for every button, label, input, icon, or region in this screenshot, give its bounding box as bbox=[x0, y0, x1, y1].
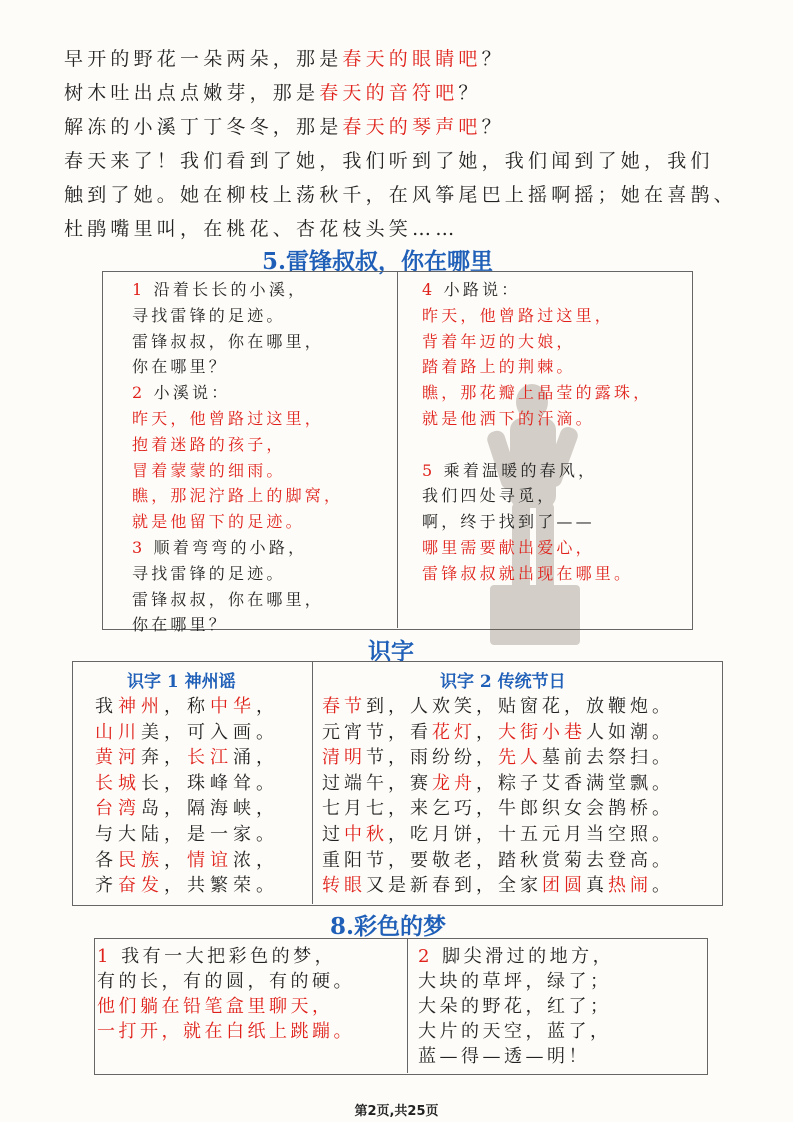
lesson5-right-line bbox=[422, 512, 595, 532]
text-segment: 寻找雷锋的足迹。 bbox=[132, 305, 286, 325]
lesson5-right-line bbox=[422, 280, 520, 300]
lesson5-left-line bbox=[132, 435, 286, 455]
text-segment: 真 bbox=[586, 875, 608, 897]
lesson5-divider bbox=[397, 271, 398, 628]
text-segment: 蓝—得—透—明！ bbox=[418, 1046, 590, 1067]
lesson5-left-line bbox=[132, 280, 307, 300]
text-segment: 顺着弯弯的小路， bbox=[145, 538, 308, 557]
text-segment: 雷锋叔叔，你在哪里， bbox=[132, 331, 325, 351]
shizi2-title: 识字 2 传统节日 bbox=[440, 672, 566, 692]
text-segment: 大片的天空，蓝了， bbox=[418, 1021, 612, 1042]
highlight-text: 抱着迷路的孩子， bbox=[132, 434, 286, 454]
text-segment: 墓前去祭扫。 bbox=[542, 747, 674, 769]
lesson5-right-line bbox=[422, 306, 614, 326]
highlight-text: 花灯 bbox=[432, 721, 476, 743]
text-segment: 与大陆，是一家。 bbox=[95, 824, 279, 845]
shizi-divider bbox=[312, 661, 313, 904]
highlight-text: 转眼 bbox=[322, 875, 366, 897]
text-segment: 树木吐出点点嫩芽，那是 bbox=[64, 82, 320, 104]
text-segment: 早开的野花一朵两朵，那是 bbox=[64, 48, 343, 70]
highlight-text: 瞧，那花瓣上晶莹的露珠， bbox=[422, 383, 653, 403]
text-segment: 又是新春到，全家 bbox=[366, 875, 542, 897]
text-segment: 沿着长长的小溪， bbox=[145, 280, 308, 299]
text-segment: 脚尖滑过的地方， bbox=[432, 946, 615, 967]
text-segment: 我 bbox=[95, 696, 118, 717]
lesson8-right-line bbox=[418, 997, 612, 1017]
lesson8-right-line bbox=[418, 972, 612, 992]
highlight-text: 长城 bbox=[95, 772, 141, 794]
lesson5-left-line bbox=[132, 461, 286, 481]
lesson5-right-line bbox=[422, 357, 576, 377]
highlight-text: 中华 bbox=[210, 696, 256, 717]
text-segment: ， bbox=[476, 721, 498, 743]
lesson5-left-line bbox=[132, 538, 307, 558]
intro-line bbox=[64, 218, 458, 240]
text-segment: ， bbox=[256, 696, 279, 717]
text-segment: 美，可入画。 bbox=[141, 721, 279, 743]
text-segment: ？ bbox=[481, 116, 505, 138]
highlight-text: 春天的音符吧 bbox=[319, 82, 459, 104]
text-segment: 涌， bbox=[233, 747, 279, 769]
text-segment: 我有一大把彩色的梦， bbox=[111, 946, 337, 967]
text-segment: 雷锋叔叔，你在哪里， bbox=[132, 589, 325, 609]
lesson5-right-line bbox=[422, 409, 595, 429]
intro-line bbox=[64, 82, 482, 104]
lesson5-left-line bbox=[132, 357, 228, 377]
lesson5-right-line bbox=[422, 332, 576, 352]
lesson5-right-line bbox=[422, 564, 633, 584]
lesson8-left-line bbox=[97, 972, 355, 992]
highlight-text: 春天的琴声吧 bbox=[342, 116, 482, 138]
lesson5-right-line bbox=[422, 538, 595, 558]
shizi2-line bbox=[322, 723, 674, 743]
lesson5-title: 5.雷锋叔叔，你在哪里 bbox=[262, 248, 494, 275]
shizi1-line bbox=[95, 799, 279, 819]
lesson8-right-line bbox=[418, 947, 614, 967]
shizi2-line bbox=[322, 774, 674, 794]
lesson5-left-line bbox=[132, 590, 324, 610]
text-segment: ，称 bbox=[164, 696, 210, 717]
shizi1-title: 识字 1 神州谣 bbox=[127, 672, 236, 692]
highlight-text: 春天的眼睛吧 bbox=[342, 48, 482, 70]
highlight-text: 民族 bbox=[118, 849, 164, 871]
lesson5-right-line bbox=[422, 486, 556, 506]
lesson8-divider bbox=[407, 938, 408, 1073]
highlight-text: 1 bbox=[97, 946, 112, 967]
highlight-text: 长江 bbox=[187, 747, 233, 769]
highlight-text: 哪里需要献出爱心， bbox=[422, 538, 595, 557]
text-segment: 大块的草坪，绿了； bbox=[418, 971, 612, 992]
text-segment: ，吃月饼，十五元月当空照。 bbox=[388, 824, 674, 845]
text-segment: 杜鹃嘴里叫，在桃花、杏花枝头笑…… bbox=[64, 218, 459, 240]
lesson8-left-line bbox=[97, 1022, 355, 1042]
lesson5-right-line bbox=[422, 461, 597, 481]
text-segment: 重阳节，要敬老，踏秋赏菊去登高。 bbox=[322, 849, 674, 871]
shizi1-line bbox=[95, 748, 279, 768]
lesson5-left-line bbox=[132, 383, 230, 403]
text-segment: 元宵节，看 bbox=[322, 721, 432, 743]
highlight-text: 1 bbox=[132, 280, 146, 299]
text-segment: 大朵的野花，红了； bbox=[418, 996, 612, 1017]
text-segment: 解冻的小溪丁丁冬冬，那是 bbox=[64, 116, 343, 138]
text-segment: 岛，隔海峡， bbox=[141, 798, 279, 820]
text-segment: 七月七，来乞巧，牛郎织女会鹊桥。 bbox=[322, 798, 674, 820]
highlight-text: 瞧，那泥泞路上的脚窝， bbox=[132, 486, 344, 506]
lesson8-left-line bbox=[97, 997, 334, 1017]
text-segment: 你在哪里？ bbox=[132, 615, 229, 635]
intro-line bbox=[64, 150, 714, 172]
text-segment: 你在哪里？ bbox=[132, 357, 229, 377]
intro-line bbox=[64, 116, 505, 138]
text-segment: 小溪说： bbox=[145, 383, 231, 403]
intro-line bbox=[64, 48, 505, 70]
highlight-text: 冒着蒙蒙的细雨。 bbox=[132, 460, 286, 480]
text-segment: 人如潮。 bbox=[586, 721, 674, 743]
highlight-text: 龙舟 bbox=[432, 772, 476, 794]
highlight-text: 中秋 bbox=[344, 824, 388, 845]
highlight-text: 踏着路上的荆棘。 bbox=[422, 357, 576, 377]
text-segment: 。 bbox=[652, 875, 674, 897]
text-segment: 齐 bbox=[95, 875, 118, 897]
highlight-text: 背着年迈的大娘， bbox=[422, 331, 576, 351]
highlight-text: 先人 bbox=[498, 747, 542, 769]
text-segment: 乘着温暖的春风， bbox=[435, 460, 598, 480]
highlight-text: 大街小巷 bbox=[498, 721, 586, 743]
highlight-text: 2 bbox=[132, 383, 146, 403]
highlight-text: 山川 bbox=[95, 721, 141, 743]
text-segment: 各 bbox=[95, 849, 118, 871]
shizi1-line bbox=[95, 825, 279, 845]
shizi2-line bbox=[322, 851, 674, 871]
text-segment: 到，人欢笑，贴窗花，放鞭炮。 bbox=[366, 696, 674, 717]
shizi2-line bbox=[322, 876, 674, 896]
text-segment: ？ bbox=[481, 48, 505, 70]
text-segment: 过 bbox=[322, 824, 344, 845]
text-segment: ，共繁荣。 bbox=[164, 875, 279, 897]
highlight-text: 奋发 bbox=[118, 875, 164, 897]
text-segment: ，粽子艾香满堂飘。 bbox=[476, 772, 674, 794]
highlight-text: 雷锋叔叔就出现在哪里。 bbox=[422, 563, 634, 583]
text-segment: 小路说： bbox=[435, 280, 521, 299]
highlight-text: 就是他留下的足迹。 bbox=[132, 512, 305, 532]
text-segment: 节，雨纷纷， bbox=[366, 747, 498, 769]
highlight-text: 清明 bbox=[322, 747, 366, 769]
shizi2-line bbox=[322, 748, 674, 768]
highlight-text: 台湾 bbox=[95, 798, 141, 820]
highlight-text: 2 bbox=[418, 946, 433, 967]
lesson8-title: 8.彩色的梦 bbox=[330, 913, 447, 940]
text-segment: 春天来了！我们看到了她，我们听到了她，我们闻到了她，我们 bbox=[64, 150, 714, 172]
text-segment: 触到了她。她在柳枝上荡秋千，在风筝尾巴上摇啊摇；她在喜鹊、 bbox=[64, 184, 737, 206]
highlight-text: 5 bbox=[422, 460, 436, 480]
text-segment: 啊，终于找到了—— bbox=[422, 512, 595, 532]
highlight-text: 黄河 bbox=[95, 747, 141, 769]
highlight-text: 昨天，他曾路过这里， bbox=[132, 409, 325, 428]
lesson5-left-line bbox=[132, 486, 343, 506]
lesson5-left-line bbox=[132, 615, 228, 635]
shizi1-line bbox=[95, 851, 279, 871]
highlight-text: 热闹 bbox=[608, 875, 652, 897]
highlight-text: 一打开，就在白纸上跳蹦。 bbox=[97, 1021, 355, 1042]
highlight-text: 昨天，他曾路过这里， bbox=[422, 305, 615, 325]
highlight-text: 4 bbox=[422, 280, 436, 299]
highlight-text: 团圆 bbox=[542, 875, 586, 897]
lesson5-right-line bbox=[422, 383, 652, 403]
lesson5-left-line bbox=[132, 306, 286, 326]
highlight-text: 情谊 bbox=[187, 849, 233, 871]
lesson5-left-line bbox=[132, 409, 324, 429]
shizi2-line bbox=[322, 799, 674, 819]
shizi1-line bbox=[95, 876, 279, 896]
text-segment: 寻找雷锋的足迹。 bbox=[132, 563, 286, 583]
highlight-text: 他们躺在铅笔盒里聊天， bbox=[97, 996, 334, 1017]
text-segment: 过端午，赛 bbox=[322, 772, 432, 794]
text-segment: 有的长，有的圆，有的硬。 bbox=[97, 971, 355, 992]
lesson8-right-line bbox=[418, 1047, 590, 1067]
shizi1-line bbox=[95, 774, 279, 794]
shizi1-line bbox=[95, 697, 279, 717]
text-segment: 长，珠峰耸。 bbox=[141, 772, 279, 794]
text-segment: ？ bbox=[458, 82, 482, 104]
text-segment: 浓， bbox=[233, 849, 279, 871]
lesson5-left-line bbox=[132, 512, 305, 532]
text-segment: 奔， bbox=[141, 747, 187, 769]
lesson8-left-line bbox=[97, 947, 336, 967]
lesson8-right-line bbox=[418, 1022, 612, 1042]
highlight-text: 3 bbox=[132, 538, 146, 557]
highlight-text: 神州 bbox=[118, 696, 164, 717]
shizi2-line bbox=[322, 825, 674, 845]
highlight-text: 就是他洒下的汗滴。 bbox=[422, 409, 595, 428]
highlight-text: 春节 bbox=[322, 696, 366, 717]
shizi-title: 识字 bbox=[368, 638, 414, 665]
text-segment: ， bbox=[164, 849, 187, 871]
shizi2-line bbox=[322, 697, 674, 717]
shizi1-line bbox=[95, 723, 279, 743]
page-footer: 第2页,共25页 bbox=[354, 1104, 439, 1119]
intro-line bbox=[64, 184, 737, 206]
text-segment: 我们四处寻觅， bbox=[422, 486, 557, 506]
lesson5-left-line bbox=[132, 332, 324, 352]
lesson5-left-line bbox=[132, 564, 286, 584]
